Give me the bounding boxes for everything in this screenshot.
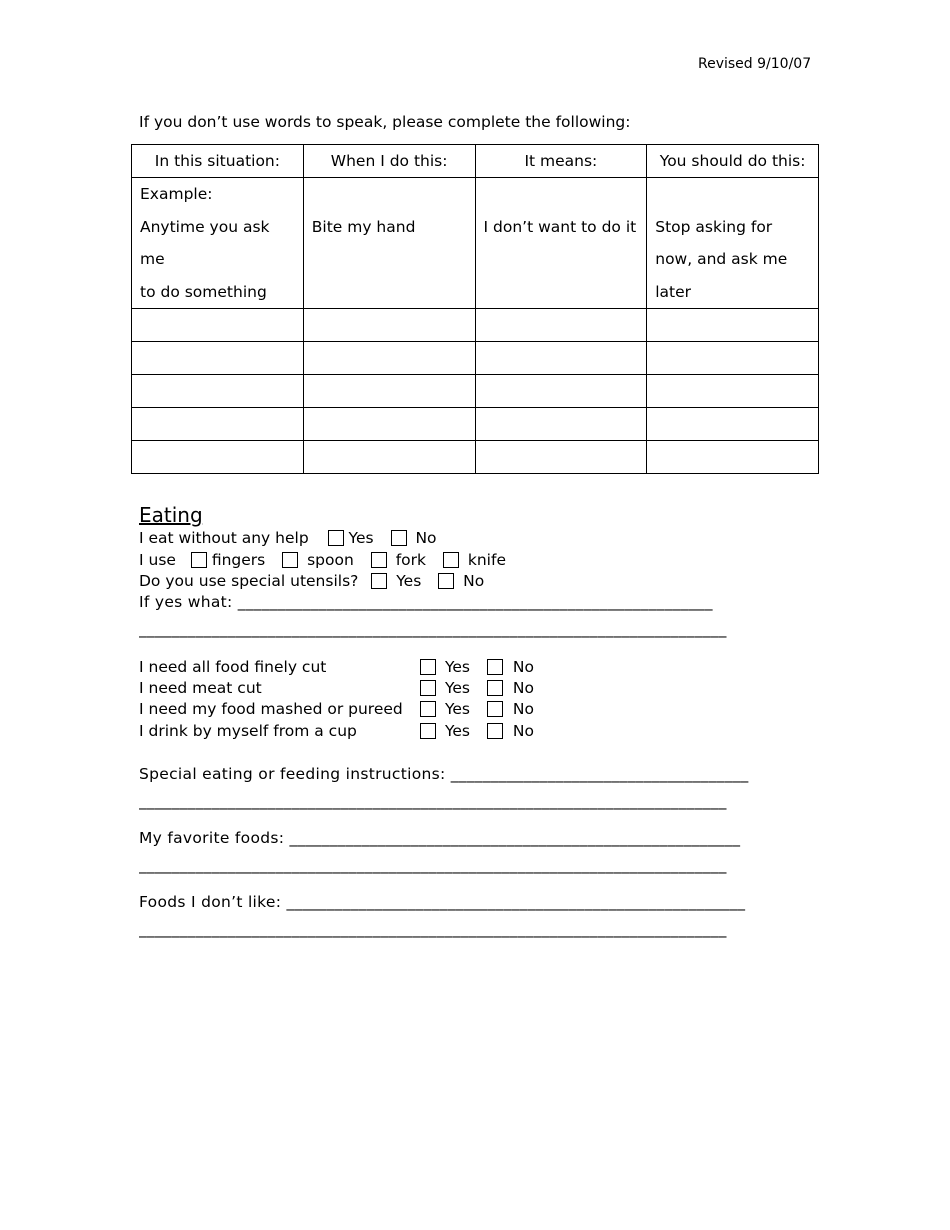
example-situation-line-2: to do something	[140, 282, 267, 301]
need-no-checkbox[interactable]	[487, 701, 503, 717]
need-label: I need all food finely cut	[139, 658, 327, 676]
communication-table	[131, 144, 819, 474]
response-cell[interactable]	[647, 408, 819, 441]
if-yes-what-continuation-line[interactable]: _________________________________________________________________________	[139, 620, 727, 638]
need-row	[139, 721, 357, 742]
table-row	[132, 408, 819, 441]
yes-label: Yes	[444, 722, 470, 740]
meaning-cell[interactable]	[475, 375, 647, 408]
need-options	[420, 657, 534, 678]
table-row	[132, 441, 819, 474]
fingers-label: fingers	[211, 551, 266, 569]
special-utensils-row	[139, 571, 484, 592]
favorite-foods-continuation-line[interactable]: _________________________________________________________________________	[139, 856, 727, 874]
header-response: You should do this:	[647, 145, 819, 178]
header-meaning: It means:	[475, 145, 647, 178]
action-cell[interactable]	[303, 309, 475, 342]
example-action: Bite my hand	[311, 217, 416, 236]
situation-cell[interactable]	[132, 342, 304, 375]
fork-checkbox[interactable]	[371, 552, 387, 568]
header-action: When I do this:	[303, 145, 475, 178]
if-yes-what-line[interactable]: If yes what: ___________________________________________________________	[139, 593, 713, 611]
eat-without-help-yes-checkbox[interactable]	[328, 530, 344, 546]
yes-label: Yes	[444, 679, 470, 697]
action-cell[interactable]	[303, 441, 475, 474]
table-row	[132, 342, 819, 375]
meaning-cell[interactable]	[475, 309, 647, 342]
need-label: I drink by myself from a cup	[139, 722, 357, 740]
need-yes-checkbox[interactable]	[420, 723, 436, 739]
example-row	[132, 178, 819, 309]
spoon-label: spoon	[307, 551, 354, 569]
response-cell[interactable]	[647, 375, 819, 408]
need-yes-checkbox[interactable]	[420, 701, 436, 717]
special-utensils-no-checkbox[interactable]	[438, 573, 454, 589]
no-label: No	[512, 722, 534, 740]
situation-cell[interactable]	[132, 441, 304, 474]
example-response-line-3: later	[655, 282, 692, 301]
i-use-label: I use	[139, 551, 176, 569]
header-situation: In this situation:	[132, 145, 304, 178]
foods-dont-like-continuation-line[interactable]: _________________________________________________________________________	[139, 920, 727, 938]
example-label: Example:	[140, 185, 213, 203]
special-instructions-line[interactable]: Special eating or feeding instructions: _____________________________________	[139, 765, 749, 783]
need-options	[420, 721, 534, 742]
example-action-cell	[303, 178, 475, 309]
response-cell[interactable]	[647, 309, 819, 342]
example-situation-line-1: Anytime you ask me	[140, 217, 270, 268]
response-cell[interactable]	[647, 342, 819, 375]
action-cell[interactable]	[303, 375, 475, 408]
yes-label: Yes	[444, 658, 470, 676]
example-response-cell	[647, 178, 819, 309]
no-label: No	[415, 529, 437, 547]
yes-label: Yes	[444, 700, 470, 718]
action-cell[interactable]	[303, 408, 475, 441]
eat-without-help-no-checkbox[interactable]	[391, 530, 407, 546]
special-utensils-label: Do you use special utensils?	[139, 572, 359, 590]
need-label: I need my food mashed or pureed	[139, 700, 403, 718]
example-situation-cell	[132, 178, 304, 309]
favorite-foods-line[interactable]: My favorite foods: ________________________________________________________	[139, 829, 741, 847]
need-label: I need meat cut	[139, 679, 262, 697]
example-response-line-1: Stop asking for	[655, 217, 773, 236]
special-instructions-continuation-line[interactable]: _________________________________________________________________________	[139, 792, 727, 810]
revised-date: Revised 9/10/07	[698, 56, 812, 72]
meaning-cell[interactable]	[475, 441, 647, 474]
need-yes-checkbox[interactable]	[420, 680, 436, 696]
action-cell[interactable]	[303, 342, 475, 375]
yes-label: Yes	[396, 572, 422, 590]
meaning-cell[interactable]	[475, 408, 647, 441]
example-meaning: I don’t want to do it	[483, 217, 637, 236]
eating-heading: Eating	[139, 503, 203, 527]
knife-checkbox[interactable]	[443, 552, 459, 568]
foods-dont-like-line[interactable]: Foods I don’t like: _________________________________________________________	[139, 893, 746, 911]
need-no-checkbox[interactable]	[487, 659, 503, 675]
fork-label: fork	[395, 551, 426, 569]
example-meaning-cell	[475, 178, 647, 309]
response-cell[interactable]	[647, 441, 819, 474]
table-row	[132, 309, 819, 342]
eat-without-help-label: I eat without any help	[139, 529, 309, 547]
eat-without-help-row	[139, 528, 437, 549]
yes-label: Yes	[348, 529, 374, 547]
table-header-row	[132, 145, 819, 178]
meaning-cell[interactable]	[475, 342, 647, 375]
i-use-row	[139, 550, 506, 571]
need-no-checkbox[interactable]	[487, 680, 503, 696]
fingers-checkbox[interactable]	[191, 552, 207, 568]
situation-cell[interactable]	[132, 309, 304, 342]
situation-cell[interactable]	[132, 375, 304, 408]
need-no-checkbox[interactable]	[487, 723, 503, 739]
spoon-checkbox[interactable]	[282, 552, 298, 568]
no-label: No	[512, 658, 534, 676]
table-row	[132, 375, 819, 408]
no-label: No	[512, 700, 534, 718]
no-label: No	[463, 572, 485, 590]
need-row	[139, 699, 403, 720]
need-yes-checkbox[interactable]	[420, 659, 436, 675]
knife-label: knife	[467, 551, 506, 569]
situation-cell[interactable]	[132, 408, 304, 441]
no-label: No	[512, 679, 534, 697]
special-utensils-yes-checkbox[interactable]	[371, 573, 387, 589]
need-options	[420, 699, 534, 720]
need-options	[420, 678, 534, 699]
example-response-line-2: now, and ask me	[655, 250, 788, 268]
need-row	[139, 678, 262, 699]
intro-instruction: If you don’t use words to speak, please complete the following:	[139, 113, 631, 131]
